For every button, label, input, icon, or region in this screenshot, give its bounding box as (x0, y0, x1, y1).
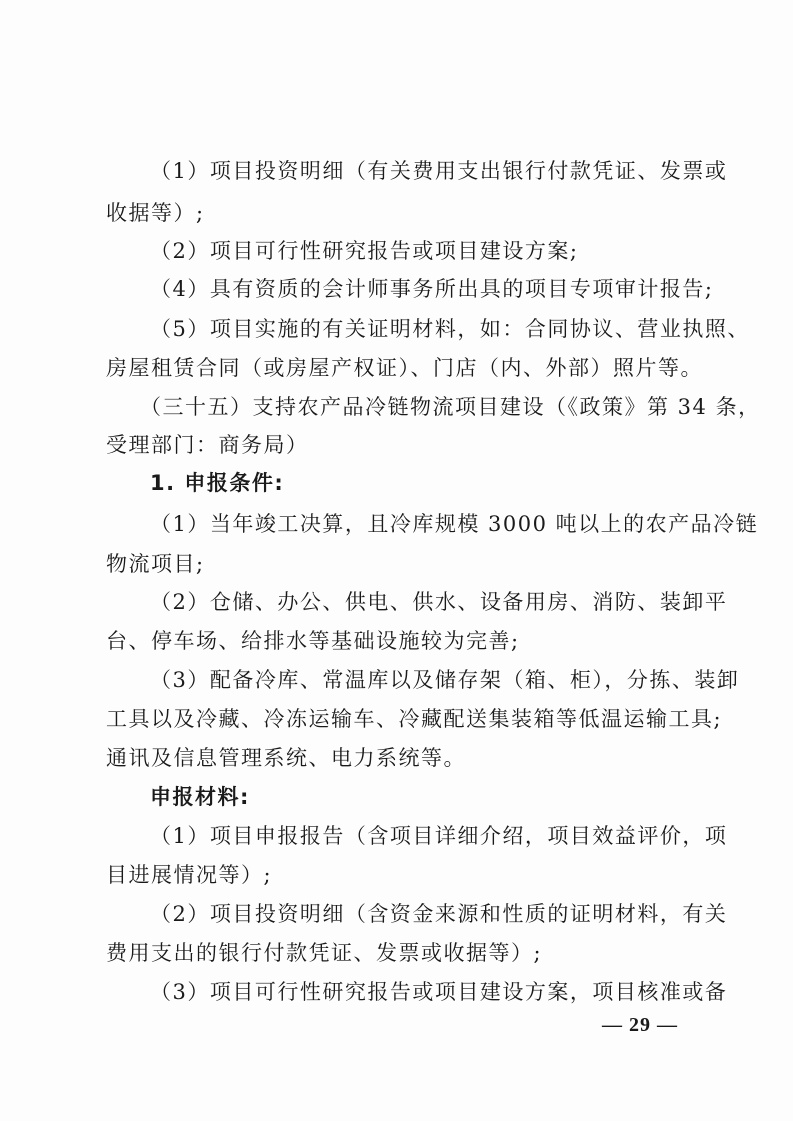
subsection-heading: 申报材料: (150, 785, 250, 809)
text-line: 台、停车场、给排水等基础设施较为完善; (106, 629, 520, 653)
text-line: 受理部门：商务局） (106, 433, 309, 457)
subsection-heading: 1. 申报条件: (150, 471, 285, 495)
text-line: 收据等）; (106, 201, 205, 225)
page-number: — 29 — (602, 1014, 678, 1036)
text-line: （1）项目申报报告（含项目详细介绍，项目效益评价，项 (150, 824, 728, 848)
text-line: （2）项目投资明细（含资金来源和性质的证明材料，有关 (150, 902, 728, 926)
text-line: 房屋租赁合同（或房屋产权证）、门店（内、外部）照片等。 (106, 356, 703, 380)
text-line: （3）配备冷库、常温库以及储存架（箱、柜），分拣、装卸 (150, 668, 740, 692)
text-line: 通讯及信息管理系统、电力系统等。 (106, 746, 466, 770)
section-heading: （三十五）支持农产品冷链物流项目建设（《政策》第 34 条， (140, 395, 761, 419)
text-line: （1）项目投资明细（有关费用支出银行付款凭证、发票或 (150, 159, 728, 183)
text-line: 物流项目; (106, 552, 205, 576)
text-line: （5）项目实施的有关证明材料，如：合同协议、营业执照、 (150, 317, 750, 341)
text-line: 工具以及冷藏、冷冻运输车、冷藏配送集装箱等低温运输工具; (106, 707, 723, 731)
text-line: 费用支出的银行付款凭证、发票或收据等）; (106, 941, 543, 965)
text-line: （4）具有资质的会计师事务所出具的项目专项审计报告; (150, 277, 714, 301)
text-line: （3）项目可行性研究报告或项目建设方案，项目核准或备 (150, 980, 728, 1004)
text-line: 目进展情况等）; (106, 863, 273, 887)
text-line: （2）项目可行性研究报告或项目建设方案; (150, 239, 579, 263)
text-line: （2）仓储、办公、供电、供水、设备用房、消防、装卸平 (150, 590, 728, 614)
text-line: （1）当年竣工决算，且冷库规模 3000 吨以上的农产品冷链 (150, 512, 759, 536)
